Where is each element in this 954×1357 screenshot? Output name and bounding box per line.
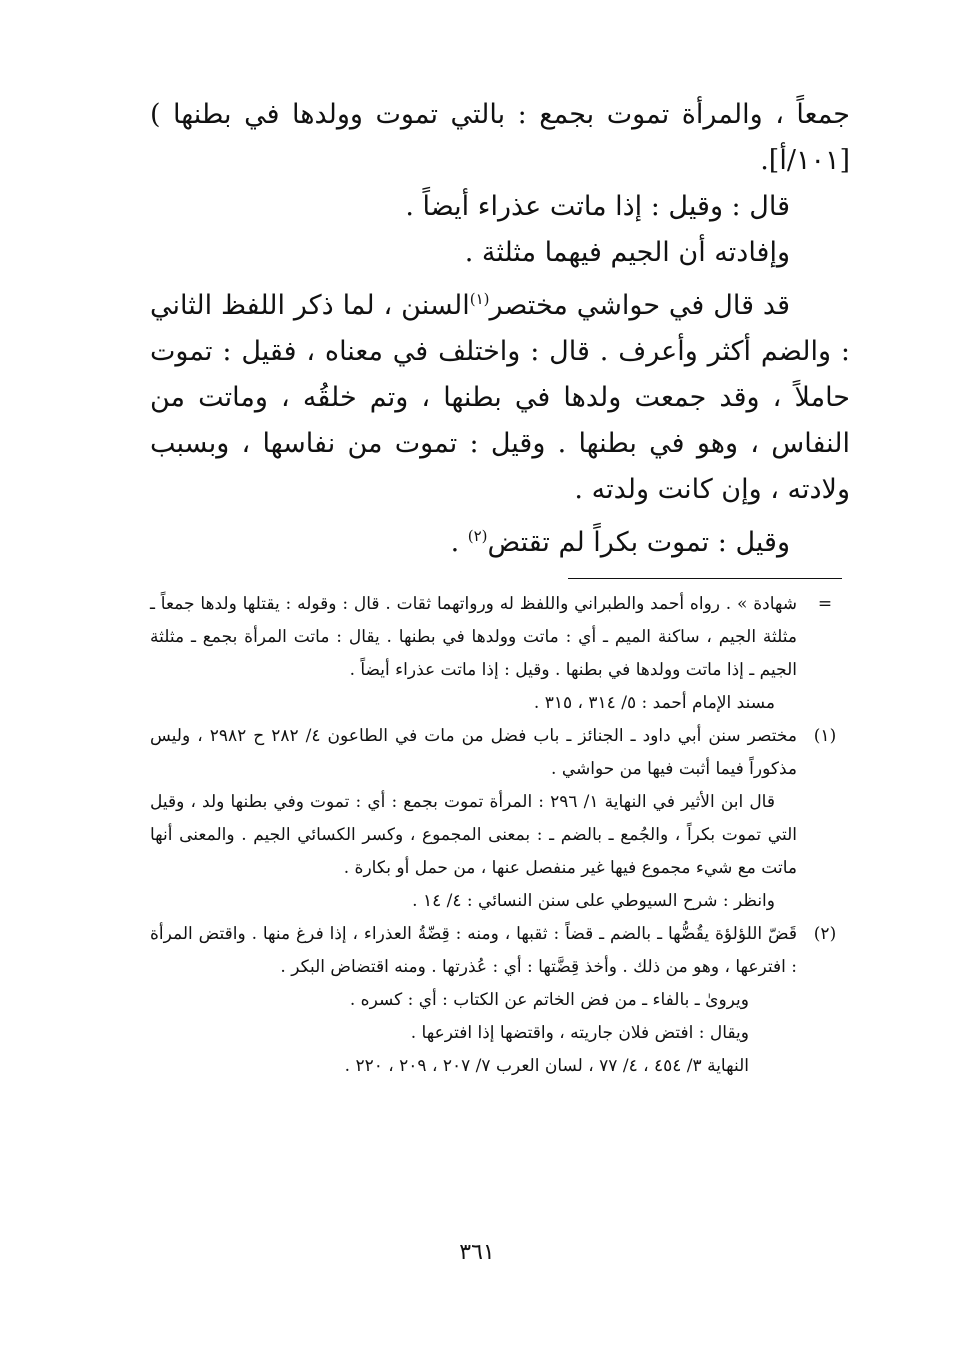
- footnote-1: [150, 720, 845, 918]
- main-text: [150, 92, 850, 566]
- footnote-divider: [568, 578, 842, 579]
- continuation-text: شهادة » . رواه أحمد والطبراني واللفظ له ورواتهما ثقات . قال : وقوله : يقتلها ولدها جمعاً ـ مثلثة الجيم ، ساكنة الميم ـ أي : ماتت وولدها في بطنها . يقال : ماتت المرأة بجمع ـ مثلثة الجيم ـ إذا ماتت وولدها في بطنها . وقيل : إذا ماتت عذراء أيضاً .: [150, 594, 797, 680]
- footnote-1-text: مختصر سنن أبي داود ـ الجنائز ـ باب فضل من مات في الطاعون ٤/ ٢٨٢ ح ٢٩٨٢ ، وليس مذكوراً فيما أثبت فيها من حواشي .: [150, 726, 797, 779]
- footnotes: [150, 588, 845, 1083]
- footnote-2-text: قَضّ اللؤلؤة يقُضُّها ـ بالضم ـ قضاً : ثقبها ، ومنه : قِضّةُ العذراء ، إذا فرغ منها . واقتض المرأة : افترعها ، وهو من ذلك . وأخذ قِضَّتها : أي : عُذرتها . ومنه اقتضاض البكر .: [150, 924, 797, 977]
- main-last-end: .: [450, 527, 468, 558]
- main-paragraph: [150, 276, 850, 513]
- main-last-text: وقيل : تموت بكراً لم تقتض: [487, 527, 790, 558]
- main-para-start: قد قال في حواشي مختصر: [489, 290, 790, 321]
- footnote-ref-2: (٢): [467, 527, 488, 545]
- footnote-ref-1: (١): [469, 290, 490, 308]
- footnote-2-references: النهاية ٣/ ٤٥٤ ، ٤/ ٧٧ ، لسان العرب ٧/ ٢٠٧ ، ٢٠٩ ، ٢٢٠ .: [344, 1056, 749, 1076]
- footnote-2: [150, 918, 845, 1083]
- main-line-3: وإفادته أن الجيم فيهما مثلثة .: [464, 237, 790, 268]
- page-number: ٣٦١: [459, 1240, 495, 1265]
- main-para-rest: السنن ، لما ذكر اللفظ الثاني : والضم أكثر وأعرف . قال : واختلف في معناه ، فقيل : تموت حاملاً ، وقد جمعت ولدها في بطنها ، وتم خلقُه ، وماتت من النفاس ، وهو في بطنها . وقيل : تموت من نفاسها ، وبسبب ولادته ، وإن كانت ولدته .: [150, 290, 850, 505]
- continuation-reference: مسند الإمام أحمد : ٥/ ٣١٤ ، ٣١٥ .: [533, 693, 775, 713]
- footnote-2-variant: ويروىٰ ـ بالفاء ـ من فض الخاتم عن الكتاب : أي : كسره .: [349, 990, 749, 1010]
- footnote-1-see-also: وانظر : شرح السيوطي على سنن النسائي : ٤/ ١٤ .: [412, 891, 775, 911]
- main-line-1: جمعاً ، والمرأة تموت بجمع : بالتي تموت وولدها في بطنها ) [١٠١/أ].: [150, 99, 850, 176]
- footnote-2-number: (٢): [813, 924, 837, 944]
- footnote-2-usage: ويقال : افتض فلان جاريته ، واقتضها إذا افترعها .: [410, 1023, 749, 1043]
- footnote-1-number: (١): [813, 726, 837, 746]
- continuation-marker: =: [817, 594, 833, 614]
- footnote-1-quote: قال ابن الأثير في النهاية ١/ ٢٩٦ : المرأة تموت بجمع : أي : تموت وفي بطنها ولد ، وقيل التي تموت بكراً ، والجُمع ـ بالضم ـ : بمعنى المجموع ، وكسر الكسائي الجيم . والمعنى أنها ماتت مع شيء مجموع فيها غير منفصل عنها ، من حمل أو بكارة .: [150, 792, 797, 878]
- main-last-line: [150, 513, 850, 566]
- main-line-2: قال : وقيل : إذا ماتت عذراء أيضاً .: [405, 191, 790, 222]
- footnote-continuation: [150, 588, 845, 720]
